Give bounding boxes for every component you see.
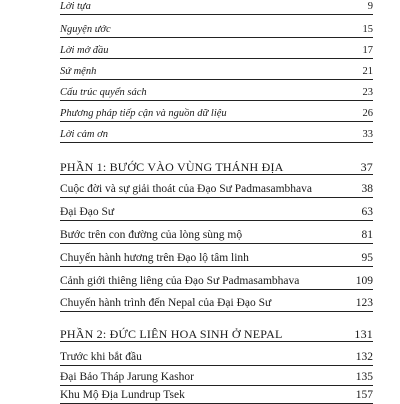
toc-item-truoc-khi[interactable] [60, 352, 373, 366]
toc-item-page: 9 [367, 1, 373, 12]
toc-item-loi-tua[interactable] [60, 2, 373, 15]
toc-item-title: Chuyến hành hương trên Đạo lộ tâm linh [60, 252, 249, 264]
toc-item-page: 38 [361, 183, 373, 195]
toc-item-chuyen-hanh-huong[interactable] [60, 253, 373, 267]
toc-item-page: 23 [362, 87, 373, 98]
toc-item-title: Lời tựa [60, 1, 91, 12]
toc-item-su-menh[interactable] [60, 67, 373, 80]
toc-item-page: 132 [355, 351, 373, 363]
toc-item-chuyen-hanh-trinh[interactable] [60, 298, 373, 312]
toc-item-title: Bước trên con đường của lòng sùng mộ [60, 229, 243, 241]
toc-item-khu-mo-dia[interactable] [60, 390, 373, 404]
toc-item-page: 26 [362, 108, 373, 119]
toc-item-page: 123 [355, 297, 373, 309]
toc-item-title: Cuộc đời và sự giải thoát của Đạo Sư Padmasambhava [60, 183, 313, 195]
part-title: PHẦN 1: BƯỚC VÀO VÙNG THÁNH ĐỊA [60, 160, 284, 174]
toc-item-page: 109 [355, 275, 373, 287]
toc-item-loi-mo-dau[interactable] [60, 46, 373, 59]
toc-item-title: Lời mở đầu [60, 45, 109, 56]
part-title: PHẦN 2: ĐỨC LIÊN HOA SINH Ở NEPAL [60, 327, 283, 341]
toc-item-title: Lời cảm ơn [60, 129, 108, 140]
toc-item-cuoc-doi[interactable] [60, 184, 373, 198]
toc-item-page: 81 [361, 229, 373, 241]
toc-item-nguyen-uoc[interactable] [60, 25, 373, 38]
toc-item-page: 135 [355, 371, 373, 383]
toc-item-page: 157 [355, 389, 373, 401]
toc-item-loi-cam-on[interactable] [60, 130, 373, 143]
toc-part-2-heading[interactable] [60, 328, 373, 342]
toc-item-phuong-phap[interactable] [60, 109, 373, 122]
toc-item-title: Chuyến hành trình đến Nepal của Đại Đạo Sư [60, 297, 272, 309]
toc-item-buoc-tren[interactable] [60, 230, 373, 244]
toc-item-title: Sứ mệnh [60, 66, 97, 77]
part-page: 131 [354, 327, 373, 341]
toc-item-page: 33 [362, 129, 373, 140]
toc-item-page: 95 [361, 252, 373, 264]
toc-item-title: Khu Mộ Địa Lundrup Tsek [60, 389, 185, 401]
toc-part-1-heading[interactable] [60, 161, 373, 175]
toc-item-title: Phương pháp tiếp cận và nguồn dữ liệu [60, 108, 227, 119]
toc-item-page: 63 [361, 206, 373, 218]
part-page: 37 [360, 160, 373, 174]
toc-item-page: 15 [362, 24, 373, 35]
toc-item-title: Đại Bảo Tháp Jarung Kashor [60, 371, 194, 383]
toc-item-canh-gioi[interactable] [60, 276, 373, 290]
toc-item-title: Cấu trúc quyển sách [60, 87, 147, 98]
toc-item-page: 21 [362, 66, 373, 77]
toc-item-dai-dao-su[interactable] [60, 207, 373, 221]
toc-item-cau-truc[interactable] [60, 88, 373, 101]
toc-item-title: Nguyện ước [60, 24, 111, 35]
toc-item-title: Trước khi bắt đầu [60, 351, 142, 363]
toc-item-page: 17 [362, 45, 373, 56]
toc-item-title: Cảnh giới thiêng liêng của Đạo Sư Padmasambhava [60, 275, 300, 287]
toc-item-title: Đại Đạo Sư [60, 206, 115, 218]
toc-item-dai-bao-thap[interactable] [60, 372, 373, 386]
